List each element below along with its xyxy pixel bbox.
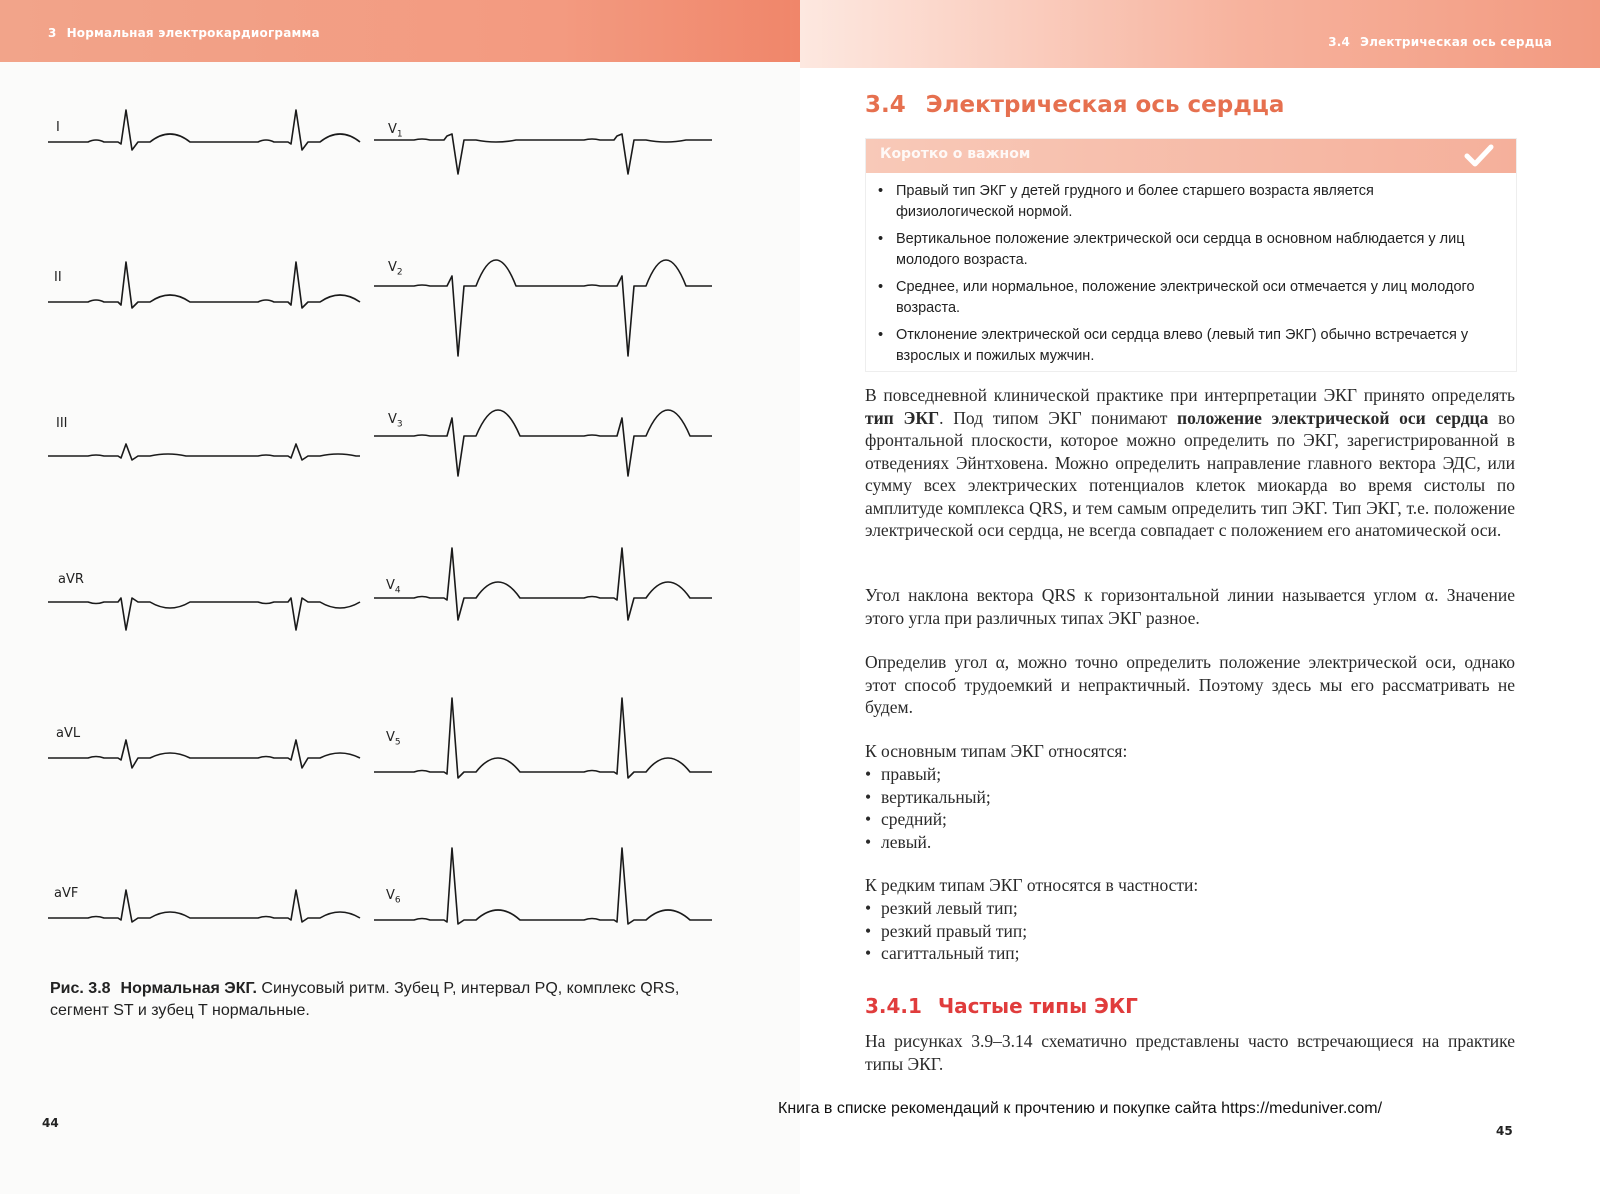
- key-points-box: [865, 138, 1517, 372]
- lead-label-V2: $V_2$: [388, 260, 403, 278]
- right-page: [800, 0, 1600, 1194]
- lead-label-III: III: [56, 416, 68, 431]
- ecg-traces: [40, 90, 740, 950]
- list-item: • резкий правый тип;: [865, 920, 1515, 943]
- lead-label-V6: $V_6$: [386, 888, 401, 906]
- ecg-trace-4: [48, 740, 360, 768]
- lead-label-aVF: aVF: [54, 886, 79, 901]
- list-item: • резкий левый тип;: [865, 897, 1515, 920]
- list-item: • правый;: [865, 763, 1515, 786]
- key-point-item: • Отклонение электрической оси сердца влево (левый тип ЭКГ) обычно встречается у взрослых и пожилых мужчин.: [896, 325, 1496, 367]
- lead-label-V4: $V_4$: [386, 578, 401, 596]
- lead-label-V5: $V_5$: [386, 730, 401, 748]
- ecg-trace-2: [48, 444, 360, 460]
- lead-label-II: II: [54, 270, 62, 285]
- ecg-trace-5: [48, 890, 360, 922]
- ecg-trace-7: [374, 260, 712, 356]
- ecg-trace-1: [48, 262, 360, 308]
- main-types-list: [865, 763, 1515, 853]
- rare-types-list: [865, 897, 1515, 965]
- ecg-trace-11: [374, 848, 712, 924]
- ecg-trace-8: [374, 410, 712, 476]
- left-page-header: [0, 0, 800, 62]
- caption-title: Нормальная ЭКГ.: [120, 980, 257, 997]
- figure-caption: [50, 978, 740, 1022]
- paragraph-2: Угол наклона вектора QRS к горизонтальной линии называется углом α. Значение этого угла при различных типах ЭКГ разное.: [865, 585, 1515, 628]
- key-points-header: [866, 139, 1516, 173]
- right-page-number: 45: [1496, 1124, 1513, 1138]
- left-page-number: 44: [42, 1116, 59, 1130]
- lead-label-V1: $V_1$: [388, 122, 403, 140]
- paragraph-3: Определив угол α, можно точно определить положение электрической оси, однако этот способ трудоемкий и непрактичный. Поэтому здесь мы его рассматривать не будем.: [865, 652, 1515, 717]
- paragraph-1: В повседневной клинической практике при интерпретации ЭКГ принято определять тип ЭКГ. Под типом ЭКГ понимают положение электрической оси сердца во фронтальной плоскости, которое можно определить по ЭКГ, зарегистрированной в отведениях Эйнтховена. Можно определить направление главного вектора ЭДС, или сумму всех электрических потенциалов клеток миокарда во время систолы по амплитуде комплекса QRS, и тем самым определить тип ЭКГ. Тип ЭКГ, т.е. положение электрической оси сердца, не всегда совпадает с положением его анатомической оси.: [865, 385, 1515, 540]
- ecg-figure: [40, 90, 740, 950]
- site-watermark: Книга в списке рекомендаций к прочтению и покупке сайта https://meduniver.com/: [778, 1100, 1383, 1117]
- ecg-trace-9: [374, 548, 712, 620]
- section-title: 3.4 Электрическая ось сердца: [865, 92, 1285, 118]
- left-running-head: 3 Нормальная электрокардиограмма: [48, 26, 320, 40]
- caption-number: Рис. 3.8: [50, 980, 111, 997]
- lead-label-aVL: aVL: [56, 726, 81, 741]
- key-point-item: • Правый тип ЭКГ у детей грудного и более старшего возраста является физиологической нормой.: [896, 181, 1496, 223]
- lead-label-I: I: [56, 120, 60, 135]
- ecg-trace-10: [374, 698, 712, 778]
- main-types-intro: К основным типам ЭКГ относятся:: [865, 741, 1128, 761]
- lead-label-aVR: aVR: [58, 572, 84, 587]
- list-item: • средний;: [865, 808, 1515, 831]
- ecg-trace-0: [48, 110, 360, 150]
- ecg-trace-6: [374, 134, 712, 174]
- list-item: • сагиттальный тип;: [865, 942, 1515, 965]
- list-item: • левый.: [865, 831, 1515, 854]
- right-running-head: 3.4 Электрическая ось сердца: [1328, 35, 1552, 49]
- key-points-list: [866, 181, 1516, 367]
- check-icon: [1464, 143, 1494, 169]
- lead-label-V3: $V_3$: [388, 412, 403, 430]
- paragraph-4: На рисунках 3.9–3.14 схематично представлены часто встречающиеся на практике типы ЭКГ.: [865, 1031, 1515, 1074]
- key-point-item: • Среднее, или нормальное, положение электрической оси отмечается у лиц молодого возраста.: [896, 277, 1496, 319]
- rare-types-intro: К редким типам ЭКГ относятся в частности:: [865, 875, 1199, 895]
- right-page-header: [800, 0, 1600, 68]
- key-points-title: Коротко о важном: [880, 146, 1031, 162]
- ecg-trace-3: [48, 598, 360, 630]
- caption-text: Синусовый ритм. Зубец P, интервал PQ, комплекс QRS, сегмент ST и зубец T нормальные.: [50, 980, 680, 1019]
- list-item: • вертикальный;: [865, 786, 1515, 809]
- subsection-title: 3.4.1 Частые типы ЭКГ: [865, 994, 1138, 1018]
- key-point-item: • Вертикальное положение электрической оси сердца в основном наблюдается у лиц молодого возраста.: [896, 229, 1496, 271]
